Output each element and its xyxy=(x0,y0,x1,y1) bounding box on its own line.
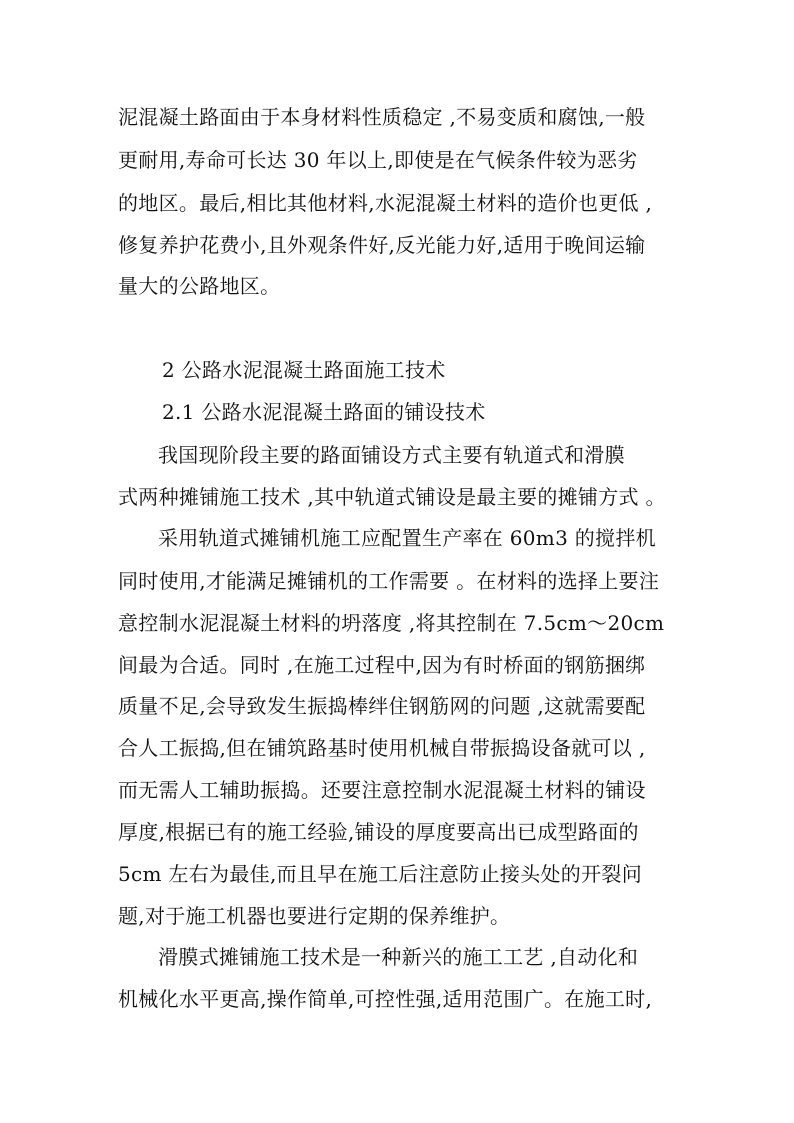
paragraph-first-line: 采用轨道式摊铺机施工应配置生产率在 60m3 的搅拌机 xyxy=(158,526,656,550)
text-line: 5cm 左右为最佳,而且早在施工后注意防止接头处的开裂问 xyxy=(118,862,643,886)
text-line: 合人工振捣,但在铺筑路基时使用机械自带振捣设备就可以 , xyxy=(118,736,646,760)
text-line: 同时使用,才能满足摊铺机的工作需要 。在材料的选择上要注 xyxy=(118,569,660,593)
text-line: 的地区。最后,相比其他材料,水泥混凝土材料的造价也更低 , xyxy=(118,191,653,215)
text-line: 间最为合适。同时 ,在施工过程中,因为有时桥面的钢筋捆绑 xyxy=(118,653,646,677)
paragraph-first-line: 滑膜式摊铺施工技术是一种新兴的施工工艺 ,自动化和 xyxy=(158,945,639,969)
text-line: 泥混凝土路面由于本身材料性质稳定 ,不易变质和腐蚀,一般 xyxy=(118,105,646,129)
text-line: 修复养护花费小,且外观条件好,反光能力好,适用于晚间运输 xyxy=(118,233,646,257)
paragraph-first-line: 我国现阶段主要的路面铺设方式主要有轨道式和滑膜 xyxy=(158,443,625,467)
text-line: 意控制水泥混凝土材料的坍落度 ,将其控制在 7.5cm～20cm xyxy=(118,611,665,635)
subsection-heading: 2.1 公路水泥混凝土路面的铺设技术 xyxy=(162,400,486,424)
text-line: 更耐用,寿命可长达 30 年以上,即使是在气候条件较为恶劣 xyxy=(118,148,638,172)
text-line: 式两种摊铺施工技术 ,其中轨道式铺设是最主要的摊铺方式 。 xyxy=(118,485,666,509)
text-line: 量大的公路地区。 xyxy=(118,274,281,298)
text-line: 而无需人工辅助振捣。还要注意控制水泥混凝土材料的铺设 xyxy=(118,778,646,802)
text-line: 机械化水平更高,操作简单,可控性强,适用范围广。在施工时, xyxy=(118,987,653,1011)
section-heading: 2 公路水泥混凝土路面施工技术 xyxy=(162,358,446,382)
text-line: 质量不足,会导致发生振捣棒绊住钢筋网的问题 ,这就需要配 xyxy=(118,694,646,718)
text-line: 厚度,根据已有的施工经验,铺设的厚度要高出已成型路面的 xyxy=(118,820,639,844)
text-line: 题,对于施工机器也要进行定期的保养维护。 xyxy=(118,904,511,928)
